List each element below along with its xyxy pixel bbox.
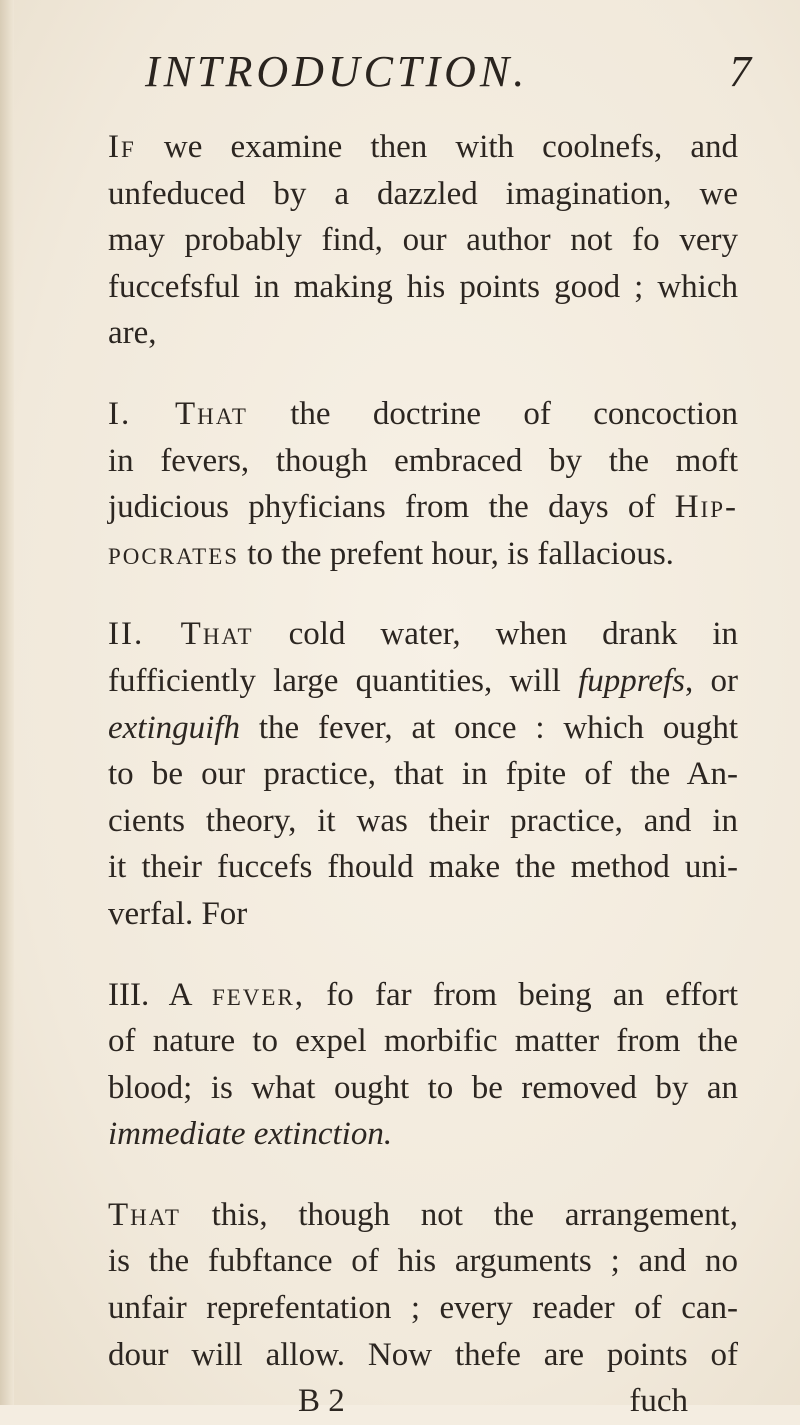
- text-line: in fevers, though embraced by the moft: [108, 442, 738, 479]
- text-line: may probably find, our author not fo very: [108, 222, 738, 259]
- paragraph-1: [108, 124, 738, 357]
- line-text: judicious phyficians from the days of: [108, 489, 675, 526]
- text-line: [108, 705, 738, 752]
- line-text: we examine then with coolnefs, and: [135, 129, 738, 165]
- text-line: are,: [108, 315, 157, 352]
- word-smallcaps: fever,: [211, 976, 306, 1013]
- text-line: to be our practice, that in fpite of the An-: [108, 756, 738, 793]
- text-line: [108, 484, 738, 531]
- catchword: fuch: [629, 1383, 688, 1420]
- page-number: 7: [729, 47, 755, 96]
- line-text: III. A: [108, 976, 212, 1013]
- name-smallcaps: Hip-: [674, 489, 738, 526]
- text-line: [108, 1192, 738, 1239]
- text-line: [108, 391, 738, 438]
- text-line: unfeduced by a dazzled imagination, we: [108, 175, 738, 212]
- name-smallcaps: pocrates: [108, 535, 240, 572]
- lead-word: I. That: [108, 395, 248, 432]
- text-line: [108, 531, 738, 578]
- line-text: this, though not the arrangement,: [180, 1196, 738, 1233]
- lead-word: If: [108, 129, 136, 165]
- paragraph-2: [108, 391, 738, 577]
- running-title: INTRODUCTION.: [145, 47, 529, 96]
- text-line: cients theory, it was their practice, and in: [108, 802, 738, 839]
- page-gutter-edge: [0, 0, 14, 1405]
- page-footer: [108, 1378, 738, 1425]
- paragraph-4: [108, 972, 738, 1158]
- line-text: to the prefent hour, is fallacious.: [239, 535, 674, 572]
- paragraph-3: [108, 611, 738, 937]
- text-line: [108, 658, 738, 705]
- lead-word: That: [108, 1196, 181, 1233]
- text-line: [108, 611, 738, 658]
- text-line: immediate extinction.: [108, 1116, 393, 1153]
- italic-word: fupprefs: [578, 662, 686, 699]
- text-line: unfair reprefentation ; every reader of can-: [108, 1290, 738, 1327]
- text-line: [108, 972, 738, 1019]
- lead-word: II. That: [108, 616, 254, 653]
- text-line: is the fubftance of his arguments ; and no: [108, 1243, 738, 1280]
- text-line: verfal. For: [108, 895, 248, 932]
- running-header: [145, 46, 755, 106]
- text-line: blood; is what ought to be removed by an: [108, 1069, 738, 1106]
- text-line: it their fuccefs fhould make the method uni-: [108, 849, 738, 886]
- body-text: [108, 124, 738, 1425]
- line-text: fo far from being an effort: [305, 976, 738, 1013]
- paragraph-5: [108, 1192, 738, 1425]
- text-line: of nature to expel morbific matter from the: [108, 1023, 738, 1060]
- line-text: the fever, at once : which ought: [239, 709, 738, 746]
- line-text: the doctrine of concoction: [247, 395, 738, 432]
- signature-mark: B 2: [298, 1383, 345, 1420]
- italic-word: extinguifh: [108, 709, 240, 746]
- line-text: fufficiently large quantities, will: [108, 662, 579, 699]
- line-text: , or: [685, 662, 738, 699]
- text-line: dour will allow. Now thefe are points of: [108, 1336, 738, 1373]
- text-line: fuccefsful in making his points good ; which: [108, 268, 738, 305]
- text-line: [108, 124, 738, 171]
- line-text: cold water, when drank in: [253, 616, 739, 653]
